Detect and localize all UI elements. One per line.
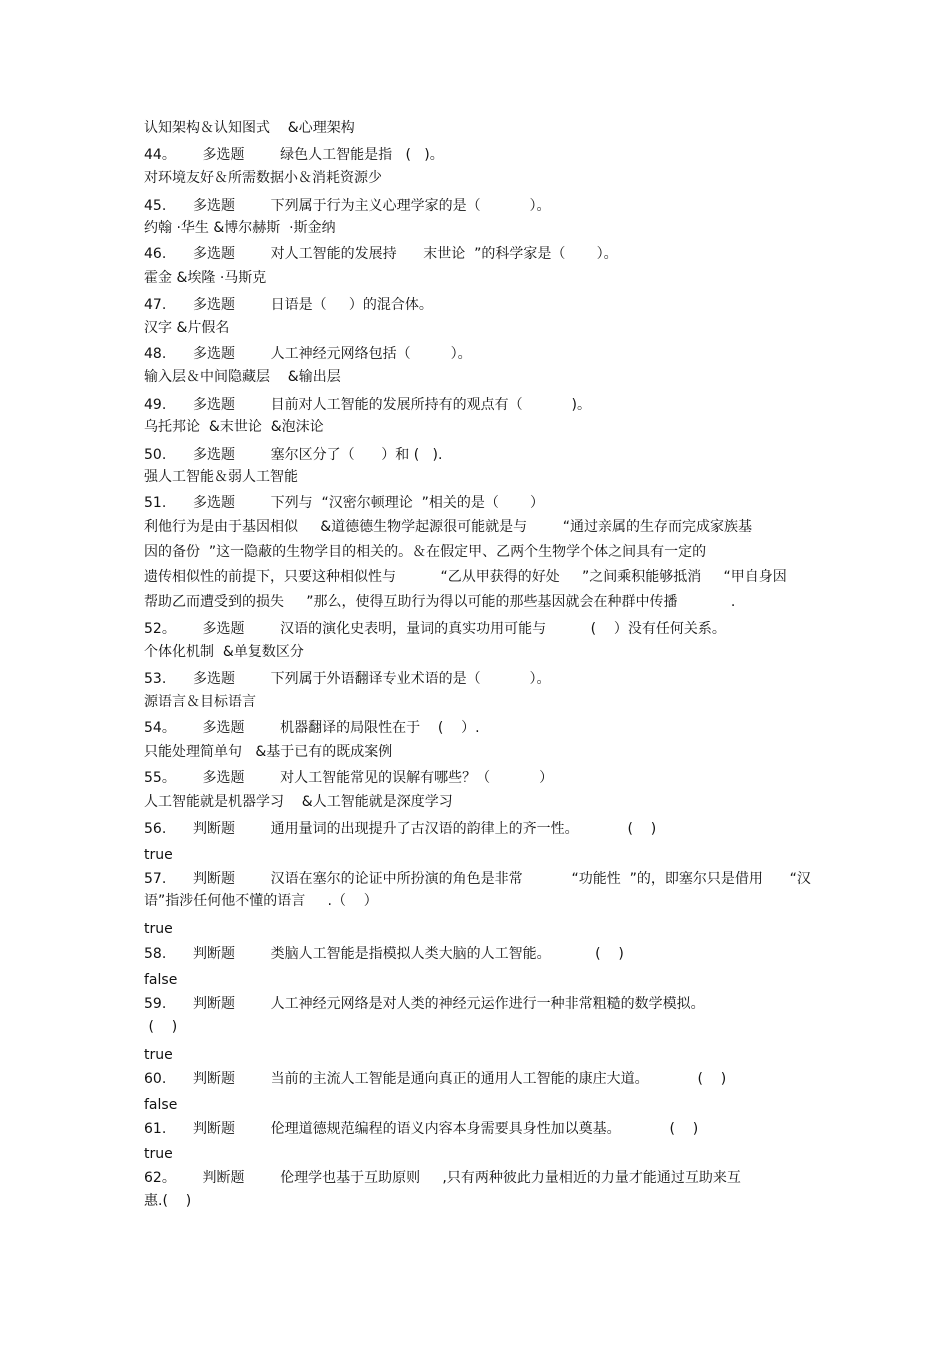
answer-line: true bbox=[144, 921, 173, 937]
answer-line: 输入层＆中间隐藏层 &输出层 bbox=[144, 369, 341, 385]
question-line: 语”指涉任何他不懂的语言 .（ ） bbox=[144, 893, 378, 909]
question-line: 56. 判断题 通用量词的出现提升了古汉语的韵律上的齐一性。 ( ) bbox=[144, 821, 657, 837]
answer-line: 利他行为是由于基因相似 &道德德生物学起源很可能就是与 “通过亲属的生存而完成家族基 bbox=[144, 519, 753, 535]
answer-line: false bbox=[144, 1097, 178, 1113]
answer-line: false bbox=[144, 972, 178, 988]
question-line: 54。 多选题 机器翻译的局限性在于 ( ）. bbox=[144, 720, 480, 736]
answer-line: 源语言＆目标语言 bbox=[144, 694, 256, 710]
question-line: 46. 多选题 对人工智能的发展持 末世论 ”的科学家是（ ）。 bbox=[144, 246, 618, 262]
question-line: 47. 多选题 日语是（ ）的混合体。 bbox=[144, 297, 433, 313]
answer-line: 乌托邦论 &末世论 &泡沫论 bbox=[144, 419, 324, 435]
answer-line: 帮助乙而遭受到的损失 ”那么，使得互助行为得以可能的那些基因就会在种群中传播 . bbox=[144, 594, 736, 610]
question-line: 61. 判断题 伦理道德规范编程的语义内容本身需要具身性加以奠基。 ( ) bbox=[144, 1121, 699, 1137]
question-line: 50. 多选题 塞尔区分了（ ）和 ( ). bbox=[144, 447, 443, 463]
question-line: 惠.( ) bbox=[144, 1193, 192, 1209]
answer-line: true bbox=[144, 1146, 173, 1162]
question-line: 49. 多选题 目前对人工智能的发展所持有的观点有（ )。 bbox=[144, 397, 591, 413]
answer-line: 只能处理简单句 &基于已有的既成案例 bbox=[144, 744, 393, 760]
answer-line: 对环境友好＆所需数据小＆消耗资源少 bbox=[144, 170, 382, 186]
question-line: 55。 多选题 对人工智能常见的误解有哪些？（ ） bbox=[144, 770, 554, 786]
question-line: 51. 多选题 下列与 “汉密尔顿理论 ”相关的是（ ） bbox=[144, 495, 545, 511]
answer-line: 个体化机制 &单复数区分 bbox=[144, 644, 304, 660]
question-line: 60. 判断题 当前的主流人工智能是通向真正的通用人工智能的康庄大道。 ( ) bbox=[144, 1071, 727, 1087]
question-line: 48. 多选题 人工神经元网络包括（ ）。 bbox=[144, 346, 472, 362]
answer-line: 人工智能就是机器学习 &人工智能就是深度学习 bbox=[144, 794, 453, 810]
question-line: ( ) bbox=[144, 1019, 178, 1035]
question-line: 44。 多选题 绿色人工智能是指 ( )。 bbox=[144, 147, 444, 163]
answer-line: true bbox=[144, 1047, 173, 1063]
answer-line: 认知架构＆认知图式 &心理架构 bbox=[144, 120, 355, 136]
question-line: 53. 多选题 下列属于外语翻译专业术语的是（ ）。 bbox=[144, 671, 551, 687]
question-line: 52。 多选题 汉语的演化史表明，量词的真实功用可能与 ( ）没有任何关系。 bbox=[144, 621, 726, 637]
answer-line: 霍金 &埃隆 ·马斯克 bbox=[144, 270, 267, 286]
answer-line: 约翰 ·华生 &博尔赫斯 ·斯金纳 bbox=[144, 220, 336, 236]
answer-line: 强人工智能＆弱人工智能 bbox=[144, 469, 298, 485]
answer-line: 因的备份 ”这一隐蔽的生物学目的相关的。＆在假定甲、乙两个生物学个体之间具有一定的 bbox=[144, 544, 707, 560]
question-line: 58. 判断题 类脑人工智能是指模拟人类大脑的人工智能。 ( ) bbox=[144, 946, 624, 962]
question-line: 62。 判断题 伦理学也基于互助原则 ,只有两种彼此力量相近的力量才能通过互助来互 bbox=[144, 1170, 741, 1186]
question-line: 59. 判断题 人工神经元网络是对人类的神经元运作进行一种非常粗糙的数学模拟。 bbox=[144, 996, 705, 1012]
answer-line: true bbox=[144, 847, 173, 863]
answer-line: 汉字 &片假名 bbox=[144, 320, 230, 336]
answer-line: 遗传相似性的前提下，只要这种相似性与 “乙从甲获得的好处 ”之间乘积能够抵消 “甲自身因 bbox=[144, 569, 787, 585]
question-line: 45. 多选题 下列属于行为主义心理学家的是（ ）。 bbox=[144, 198, 551, 214]
question-line: 57. 判断题 汉语在塞尔的论证中所扮演的角色是非常 “功能性 ”的，即塞尔只是借用 “汉 bbox=[144, 871, 811, 887]
